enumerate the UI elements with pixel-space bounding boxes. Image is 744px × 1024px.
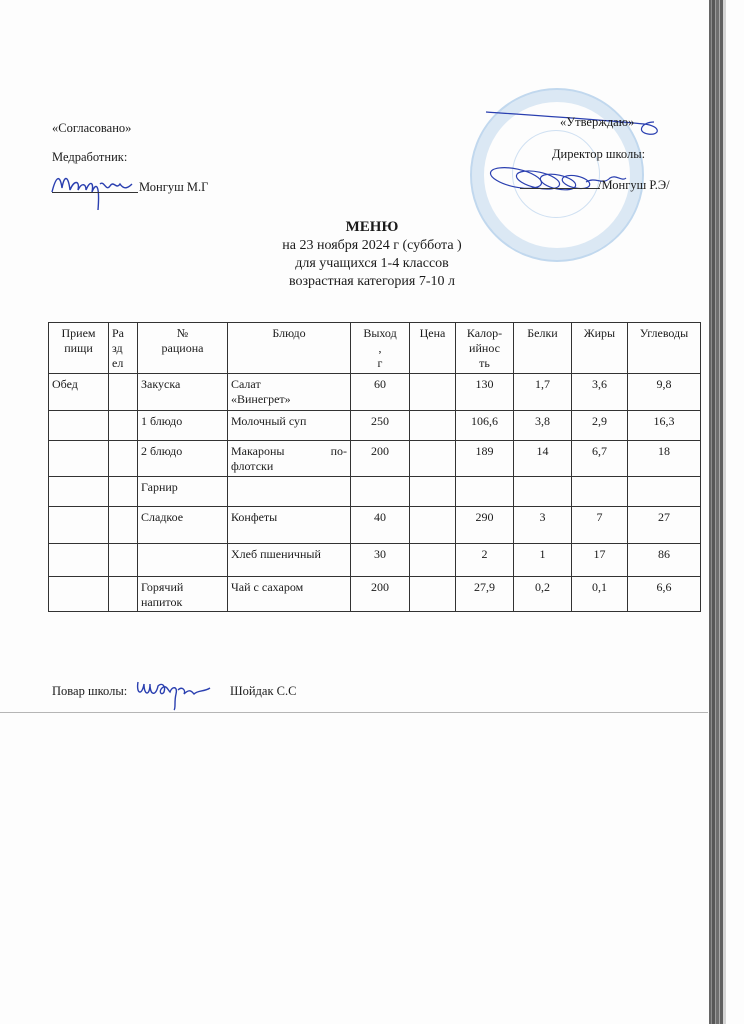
cell-yield — [351, 477, 410, 507]
scan-line-artifact — [0, 712, 708, 713]
cell-section — [109, 477, 138, 507]
cell-price — [410, 411, 456, 441]
cell-yield: 60 — [351, 374, 410, 411]
medworker-name: Монгуш М.Г — [139, 180, 209, 194]
director-label: Директор школы: — [552, 147, 646, 161]
header-calories: Калор- ийнос ть — [456, 323, 514, 374]
table-row — [49, 477, 701, 507]
medworker-signature — [48, 166, 140, 212]
cell-ration: Горячий напиток — [138, 577, 228, 612]
cell-section — [109, 544, 138, 577]
menu-age-category: возрастная категория 7-10 л — [289, 274, 455, 289]
cell-carbs — [628, 477, 701, 507]
cell-section — [109, 411, 138, 441]
cell-protein: 14 — [514, 441, 572, 477]
cell-yield: 40 — [351, 507, 410, 544]
cell-price — [410, 507, 456, 544]
cell-meal — [49, 441, 109, 477]
cell-carbs: 16,3 — [628, 411, 701, 441]
cell-yield: 200 — [351, 441, 410, 477]
cell-carbs: 86 — [628, 544, 701, 577]
cell-calories — [456, 477, 514, 507]
header-carbs: Углеводы — [628, 323, 701, 374]
cell-dish: Макароны по- флотски — [228, 441, 351, 477]
cell-price — [410, 477, 456, 507]
cell-price — [410, 544, 456, 577]
cell-price — [410, 441, 456, 477]
table-row — [49, 507, 701, 544]
table-header-row — [49, 323, 701, 374]
cell-dish — [228, 477, 351, 507]
menu-date: на 23 ноября 2024 г (суббота ) — [282, 238, 462, 253]
cell-ration: Гарнир — [138, 477, 228, 507]
cell-fat: 0,1 — [572, 577, 628, 612]
cook-signature — [134, 672, 214, 712]
header-ration: № рациона — [138, 323, 228, 374]
menu-table — [48, 322, 701, 612]
cell-protein: 3,8 — [514, 411, 572, 441]
cell-calories: 27,9 — [456, 577, 514, 612]
cell-yield: 200 — [351, 577, 410, 612]
cell-section — [109, 374, 138, 411]
cell-meal — [49, 411, 109, 441]
cell-section — [109, 441, 138, 477]
cell-fat: 7 — [572, 507, 628, 544]
cell-ration: 2 блюдо — [138, 441, 228, 477]
medworker-label: Медработник: — [52, 150, 128, 164]
cell-meal: Обед — [49, 374, 109, 411]
header-protein: Белки — [514, 323, 572, 374]
cell-dish: Чай с сахаром — [228, 577, 351, 612]
cell-dish: Молочный суп — [228, 411, 351, 441]
cell-calories: 2 — [456, 544, 514, 577]
cell-carbs: 27 — [628, 507, 701, 544]
director-signature-line — [520, 188, 600, 189]
cell-calories: 290 — [456, 507, 514, 544]
header-section: Ра зд ел — [109, 323, 138, 374]
cell-yield: 30 — [351, 544, 410, 577]
medworker-signature-line — [52, 192, 138, 193]
cell-dish: Салат «Винегрет» — [228, 374, 351, 411]
cell-meal — [49, 477, 109, 507]
cell-protein: 1,7 — [514, 374, 572, 411]
cell-meal — [49, 577, 109, 612]
cell-section — [109, 507, 138, 544]
header-dish: Блюдо — [228, 323, 351, 374]
cell-protein — [514, 477, 572, 507]
header-yield: Выход , г — [351, 323, 410, 374]
cell-meal — [49, 507, 109, 544]
cook-label: Повар школы: — [52, 684, 128, 698]
cell-price — [410, 374, 456, 411]
cell-ration: 1 блюдо — [138, 411, 228, 441]
cell-dish: Хлеб пшеничный — [228, 544, 351, 577]
agreed-label: «Согласовано» — [52, 121, 132, 135]
cell-fat — [572, 477, 628, 507]
cell-fat: 2,9 — [572, 411, 628, 441]
cell-ration: Закуска — [138, 374, 228, 411]
scan-edge-artifact — [709, 0, 723, 1024]
cell-section — [109, 577, 138, 612]
cell-calories: 130 — [456, 374, 514, 411]
cell-carbs: 9,8 — [628, 374, 701, 411]
approve-label: «Утверждаю» — [560, 115, 635, 129]
cell-fat: 3,6 — [572, 374, 628, 411]
table-row — [49, 544, 701, 577]
cell-carbs: 6,6 — [628, 577, 701, 612]
cell-calories: 189 — [456, 441, 514, 477]
cell-ration — [138, 544, 228, 577]
cell-protein: 3 — [514, 507, 572, 544]
cell-ration: Сладкое — [138, 507, 228, 544]
cell-protein: 0,2 — [514, 577, 572, 612]
table-row — [49, 441, 701, 477]
cell-calories: 106,6 — [456, 411, 514, 441]
cell-yield: 250 — [351, 411, 410, 441]
menu-students: для учащихся 1-4 классов — [295, 256, 449, 271]
table-row — [49, 577, 701, 612]
header-price: Цена — [410, 323, 456, 374]
cook-name: Шойдак С.С — [230, 684, 297, 698]
director-name: /Монгуш Р.Э/ — [598, 178, 670, 192]
table-row — [49, 411, 701, 441]
cell-protein: 1 — [514, 544, 572, 577]
header-meal: Прием пищи — [49, 323, 109, 374]
cell-meal — [49, 544, 109, 577]
cell-dish: Конфеты — [228, 507, 351, 544]
cell-fat: 17 — [572, 544, 628, 577]
header-fat: Жиры — [572, 323, 628, 374]
table-row — [49, 374, 701, 411]
scan-edge-artifact-light — [723, 0, 726, 1024]
cell-price — [410, 577, 456, 612]
cell-carbs: 18 — [628, 441, 701, 477]
cell-fat: 6,7 — [572, 441, 628, 477]
menu-title: МЕНЮ — [345, 219, 399, 235]
